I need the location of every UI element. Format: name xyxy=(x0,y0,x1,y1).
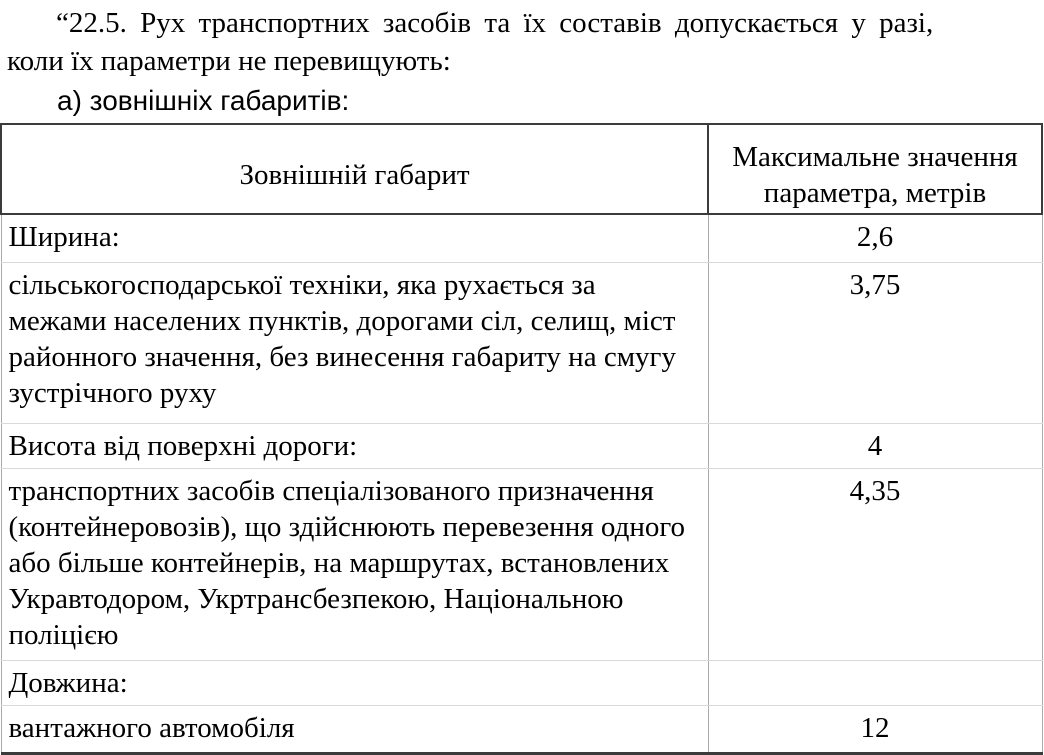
table-row-truck xyxy=(1,705,1042,753)
dimension-label-cell: Ширина: xyxy=(1,214,708,262)
table-row-length xyxy=(1,660,1042,705)
paragraph-line-2: коли їх параметри не перевищують: xyxy=(7,45,451,77)
table-header xyxy=(1,124,1042,214)
dimension-label-cell: транспортних засобів спеціалізованого призначення (контейнеровозів), що здійснюють перевезення одного або більше контейнерів, на маршрутах, встановлених Укравтодором, Укртрансбезпекою, Національною поліцією xyxy=(1,468,708,660)
dimension-value-cell: 2,6 xyxy=(708,214,1042,262)
table-row-height xyxy=(1,423,1042,468)
list-item-a-external-dimensions: а) зовнішніх габаритів: xyxy=(57,85,350,116)
dimension-value-cell: 4 xyxy=(708,423,1042,468)
column-header-dimension: Зовнішній габарит xyxy=(1,124,708,214)
dimension-value-cell: 3,75 xyxy=(708,262,1042,423)
paragraph-22-5 xyxy=(7,4,1038,80)
table-header-row xyxy=(1,124,1042,214)
document-page xyxy=(0,4,1044,744)
dimension-label-cell: вантажного автомобіля xyxy=(1,705,708,753)
dimension-value-cell xyxy=(708,660,1042,705)
table-row-agricultural-machinery xyxy=(1,262,1042,423)
dimension-value-cell: 12 xyxy=(708,705,1042,753)
table-body xyxy=(1,214,1042,753)
dimension-label-cell: Висота від поверхні дороги: xyxy=(1,423,708,468)
dimension-label-cell: сільськогосподарської техніки, яка рухається за межами населених пунктів, дорогами сіл, селищ, міст районного значення, без винесення габариту на смугу зустрічного руху xyxy=(1,262,708,423)
table-row-container-carriers xyxy=(1,468,1042,660)
dimensions-table xyxy=(0,123,1043,755)
paragraph-line-1: “22.5. Рух транспортних засобів та їх составів допускається у разі, xyxy=(56,7,934,39)
dimension-value-cell: 4,35 xyxy=(708,468,1042,660)
column-header-max-value: Максимальне значення параметра, метрів xyxy=(708,124,1042,214)
table-row-width xyxy=(1,214,1042,262)
dimension-label-cell: Довжина: xyxy=(1,660,708,705)
